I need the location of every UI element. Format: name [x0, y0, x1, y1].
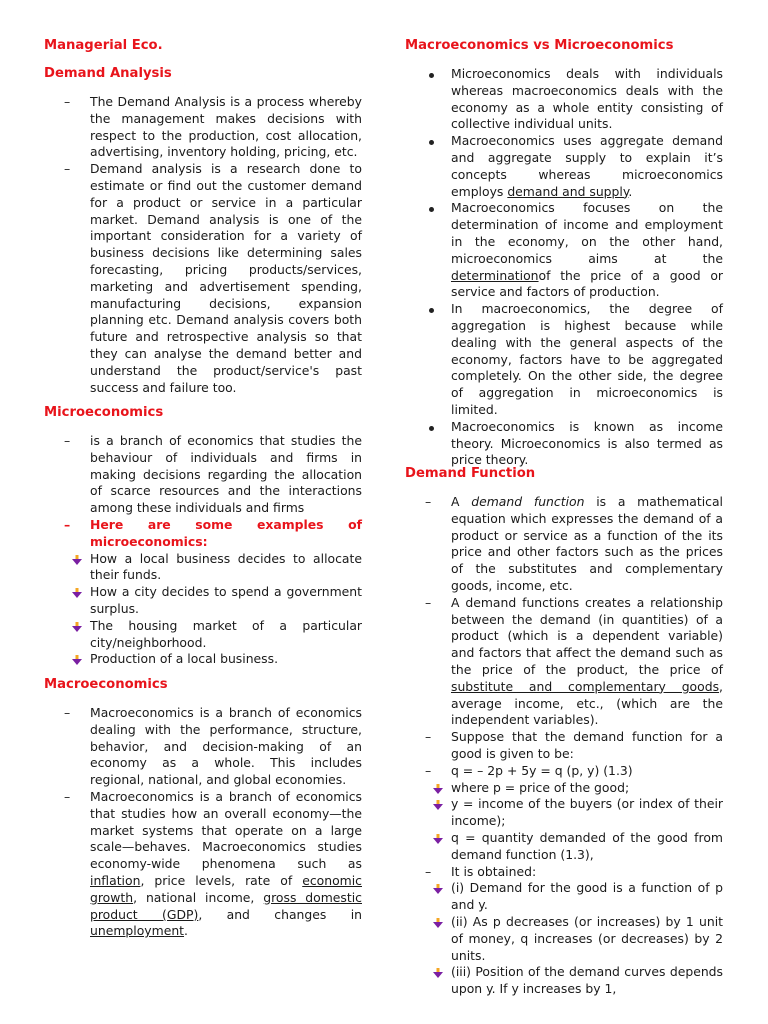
microeconomics-list	[44, 433, 362, 668]
demand-function-heading: Demand Function	[405, 466, 536, 481]
examples-label: – Here are some examples of microeconomics: How a local business decides to allocate their funds. How a city decides to spend a government surplus. The housing market of a particular city/neighborhood. Production of a local business.	[44, 517, 362, 668]
demand-analysis-heading: Demand Analysis	[44, 66, 172, 81]
list-item: y = income of the buyers (or index of their income);	[407, 796, 723, 830]
arrow-bullet-icon	[72, 622, 82, 632]
arrow-bullet-icon	[433, 968, 443, 978]
list-item: Production of a local business.	[46, 651, 362, 668]
determination-link[interactable]: determination	[451, 267, 539, 283]
arrow-bullet-icon	[72, 588, 82, 598]
unemployment-link[interactable]: unemployment	[90, 923, 185, 939]
list-item: In macroeconomics, the degree of aggregation is highest because while dealing with the general aspects of the economy, factors have to be aggregated completely. On the other side, the degree of aggregation in microeconomics is limited.	[405, 301, 723, 419]
list-item	[405, 763, 723, 864]
list-item: How a local business decides to allocate their funds.	[46, 551, 362, 585]
demand-function-section	[405, 494, 723, 998]
macro-vs-micro-section	[405, 66, 723, 469]
gdp-link[interactable]: gross domestic product (GDP)	[90, 889, 362, 922]
list-item: (iii) Position of the demand curves depends upon y. If y increases by 1,	[407, 964, 723, 998]
obtained-points-list	[407, 880, 723, 998]
macroeconomics-heading: Macroeconomics	[44, 677, 168, 692]
macro-vs-micro-heading: Macroeconomics vs Microeconomics	[405, 38, 674, 53]
examples-list	[46, 551, 362, 669]
list-item: Microeconomics deals with individuals whereas macroeconomics deals with the economy as a whole entity consisting of collective individual units.	[405, 66, 723, 133]
arrow-bullet-icon	[433, 784, 443, 794]
list-item: – is a branch of economics that studies the behaviour of individuals and firms in making decisions regarding the allocation of scarce resources and the interactions among these individuals and firms	[44, 433, 362, 517]
macroeconomics-section	[44, 705, 362, 940]
list-item: – It is obtained: (i) Demand for the good is a function of p and y. (ii) As p decreases (or increases) by 1 unit of money, q increases (or decreases) by 2 units. (iii) Position of the demand curves depends upon y. If y increases by 1,	[405, 864, 723, 998]
list-item: – Macroeconomics is a branch of economics that studies how an overall economy—the market systems that operate on a large scale—behaves. Macroeconomics studies economy-wide phenomena such as inflation, price levels, rate of economic growth, national income, gross domestic product (GDP), and changes in unemployment.	[44, 789, 362, 940]
macroeconomics-list	[44, 705, 362, 940]
arrow-bullet-icon	[433, 800, 443, 810]
inflation-link[interactable]: inflation	[90, 872, 141, 888]
list-item: How a city decides to spend a government surplus.	[46, 584, 362, 618]
document-title: Managerial Eco.	[44, 38, 163, 53]
arrow-bullet-icon	[72, 555, 82, 565]
list-item: – A demand function is a mathematical equation which expresses the demand of a product or service as a function of the its price and other factors such as the prices of the substitutes and complementary goods, income, etc.	[405, 494, 723, 595]
demand-equation: q = – 2p + 5y = q (p, y) (1.3)	[451, 762, 633, 778]
list-item: – A demand functions creates a relationship between the demand (in quantities) of a product (which is a dependent variable) and factors that affect the demand such as the price of the product, the price of substitute and complementary goods, average income, etc., (which are the independent variables).	[405, 595, 723, 729]
list-item: (i) Demand for the good is a function of p and y.	[407, 880, 723, 914]
list-item: Macroeconomics uses aggregate demand and aggregate supply to explain it’s concepts whereas microeconomics employs demand and supply.	[405, 133, 723, 200]
substitute-goods-link[interactable]: substitute and complementary goods	[451, 678, 720, 694]
list-item: q = quantity demanded of the good from demand function (1.3),	[407, 830, 723, 864]
demand-function-list	[405, 494, 723, 998]
list-item: The housing market of a particular city/neighborhood.	[46, 618, 362, 652]
list-item: – The Demand Analysis is a process whereby the management makes decisions with respect to the production, cost allocation, advertising, inventory holding, pricing, etc.	[44, 94, 362, 161]
demand-and-supply-link[interactable]: demand and supply	[507, 183, 629, 199]
arrow-bullet-icon	[433, 884, 443, 894]
list-item: Macroeconomics focuses on the determination of income and employment in the economy, on the other hand, microeconomics aims at the determinationof the price of a good or service and factors of production.	[405, 200, 723, 301]
demand-analysis-section	[44, 94, 362, 396]
arrow-bullet-icon	[72, 655, 82, 665]
microeconomics-section	[44, 433, 362, 668]
list-item: – Macroeconomics is a branch of economics dealing with the performance, structure, behavior, and decision-making of an economy as a whole. This includes regional, national, and global economies.	[44, 705, 362, 789]
list-item: – Demand analysis is a research done to estimate or find out the customer demand for a product or service in a particular market. Demand analysis is one of the important consideration for a variety of business decisions like determining sales forecasting, pricing products/services, marketing and advertisement spending, manufacturing decisions, expansion planning etc. Demand analysis covers both future and retrospective analysis so that they can analyse the demand better and understand the product/service's past success and failure too.	[44, 161, 362, 396]
economic-growth-link[interactable]: economic growth	[90, 872, 362, 905]
arrow-bullet-icon	[433, 834, 443, 844]
list-item: – Suppose that the demand function for a good is given to be:	[405, 729, 723, 763]
microeconomics-heading: Microeconomics	[44, 405, 164, 420]
list-item: Macroeconomics is known as income theory. Microeconomics is also termed as price theory.	[405, 419, 723, 469]
demand-analysis-list	[44, 94, 362, 396]
arrow-bullet-icon	[433, 918, 443, 928]
equation-variables-list	[407, 780, 723, 864]
list-item: where p = price of the good;	[407, 780, 723, 797]
list-item: (ii) As p decreases (or increases) by 1 unit of money, q increases (or decreases) by 2 units.	[407, 914, 723, 964]
macro-vs-micro-list	[405, 66, 723, 469]
